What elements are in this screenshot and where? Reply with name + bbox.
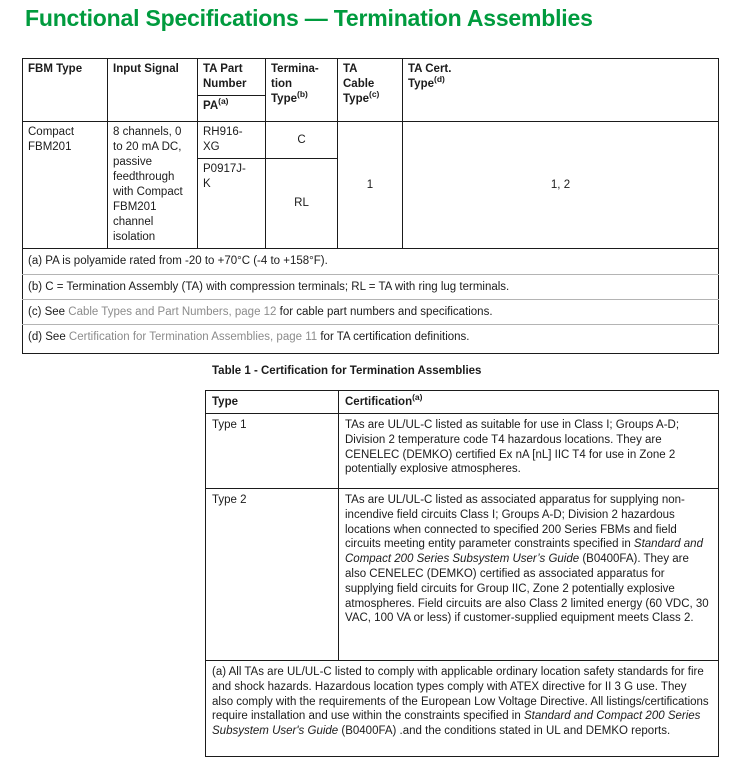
cell-part-number-2: P0917J-K: [198, 159, 266, 249]
cell-input-signal: 8 channels, 0 to 20 mA DC, passive feedthrough with Compact FBM201 channel isolation: [108, 122, 198, 249]
cell-type-1: Type 1: [206, 414, 339, 489]
table1-caption: Table 1 - Certification for Termination Assemblies: [212, 365, 482, 377]
hdr-pa: PA$^{(a)}$: [198, 96, 266, 122]
cell-termination-1: C: [266, 122, 338, 159]
hdr-ta-part-number: TA Part Number: [198, 59, 266, 96]
cell-cable-type: 1: [338, 122, 403, 249]
cell-cert-type: 1, 2: [403, 122, 719, 249]
hdr-type: Type: [206, 391, 339, 414]
footnote-ref-b: (b): [297, 89, 308, 100]
cert-footnote-a: (a) All TAs are UL/UL-C listed to comply with applicable ordinary location safety standards for fire and shock hazards. Hazardous location types comply with ATEX directive for II 3 G use. They also comply with the requirements of the European Low Voltage Directive. All listings/certifications require installation and use within the constraints specified in Standard and Compact 200 Series Subsystem User's Guide (B0400FA) .and the conditions stated in UL and DEMKO reports.: [206, 661, 719, 757]
hdr-ta-cert-type: TA Cert. Type$^{(d)}$: [403, 59, 719, 122]
footnote-d: (d) See Certification for Termination Assemblies, page 11 for TA certification definitions.: [23, 325, 719, 354]
link-cable-types-page12[interactable]: Cable Types and Part Numbers, page 12: [68, 306, 277, 318]
footnote-a: (a) PA is polyamide rated from -20 to +70°C (-4 to +158°F).: [23, 249, 719, 275]
hdr-input-signal: Input Signal: [108, 59, 198, 122]
footnote-ref-cert-a: (a): [412, 392, 423, 403]
cell-termination-2: RL: [266, 159, 338, 249]
cert-table: [205, 390, 719, 757]
page-title: Functional Specifications — Termination Assemblies: [25, 5, 593, 31]
hdr-fbm-type: FBM Type: [23, 59, 108, 122]
link-certification-page11[interactable]: Certification for Termination Assemblies, page 11: [68, 331, 318, 343]
hdr-certification: Certification$^{(a)}$: [339, 391, 719, 414]
footnote-ref-a: (a): [218, 96, 229, 107]
cell-type-2-text: TAs are UL/UL-C listed as associated apparatus for supplying non-incendive field circuits Class I; Groups A-D; Division 2 hazardous locations when connected to specified 200 Series FBMs and field circuits meeting entity parameter constraints specified in Standard and Compact 200 Series Subsystem User’s Guide (B0400FA). They are also CENELEC (DEMKO) certified as associated apparatus for supplying field circuits for Group IIC, Zone 2 potentially explosive atmospheres. Field circuits are also Class 2 limited energy (60 VDC, 30 VAC, 100 VA or less) if customer-supplied equipment meets Class 2.: [339, 489, 719, 661]
cell-type-1-text: TAs are UL/UL-C listed as suitable for use in Class I; Groups A-D; Division 2 temperature code T4 hazardous locations. They are CENELEC (DEMKO) certified Ex nA [nL] IIC T4 for use in Zone 2 potentially explosive atmospheres.: [339, 414, 719, 489]
hdr-ta-cable-type: TA Cable Type$^{(c)}$: [338, 59, 403, 122]
footnote-b: (b) C = Termination Assembly (TA) with compression terminals; RL = TA with ring lug terminals.: [23, 275, 719, 300]
spec-table: [22, 58, 719, 354]
book-title-italic: Standard and Compact 200 Series Subsystem User's Guide: [212, 710, 701, 738]
footnote-ref-d: (d): [434, 74, 445, 85]
footnote-c: (c) See Cable Types and Part Numbers, page 12 for cable part numbers and specifications.: [23, 300, 719, 325]
cell-part-number-1: RH916-XG: [198, 122, 266, 159]
hdr-termination-type: Termina- tion Type$^{(b)}$: [266, 59, 338, 122]
cell-type-2: Type 2: [206, 489, 339, 661]
book-title-italic: Standard and Compact 200 Series Subsystem User’s Guide: [345, 538, 703, 566]
footnote-ref-c: (c): [369, 89, 380, 100]
cell-fbm-type: Compact FBM201: [23, 122, 108, 249]
